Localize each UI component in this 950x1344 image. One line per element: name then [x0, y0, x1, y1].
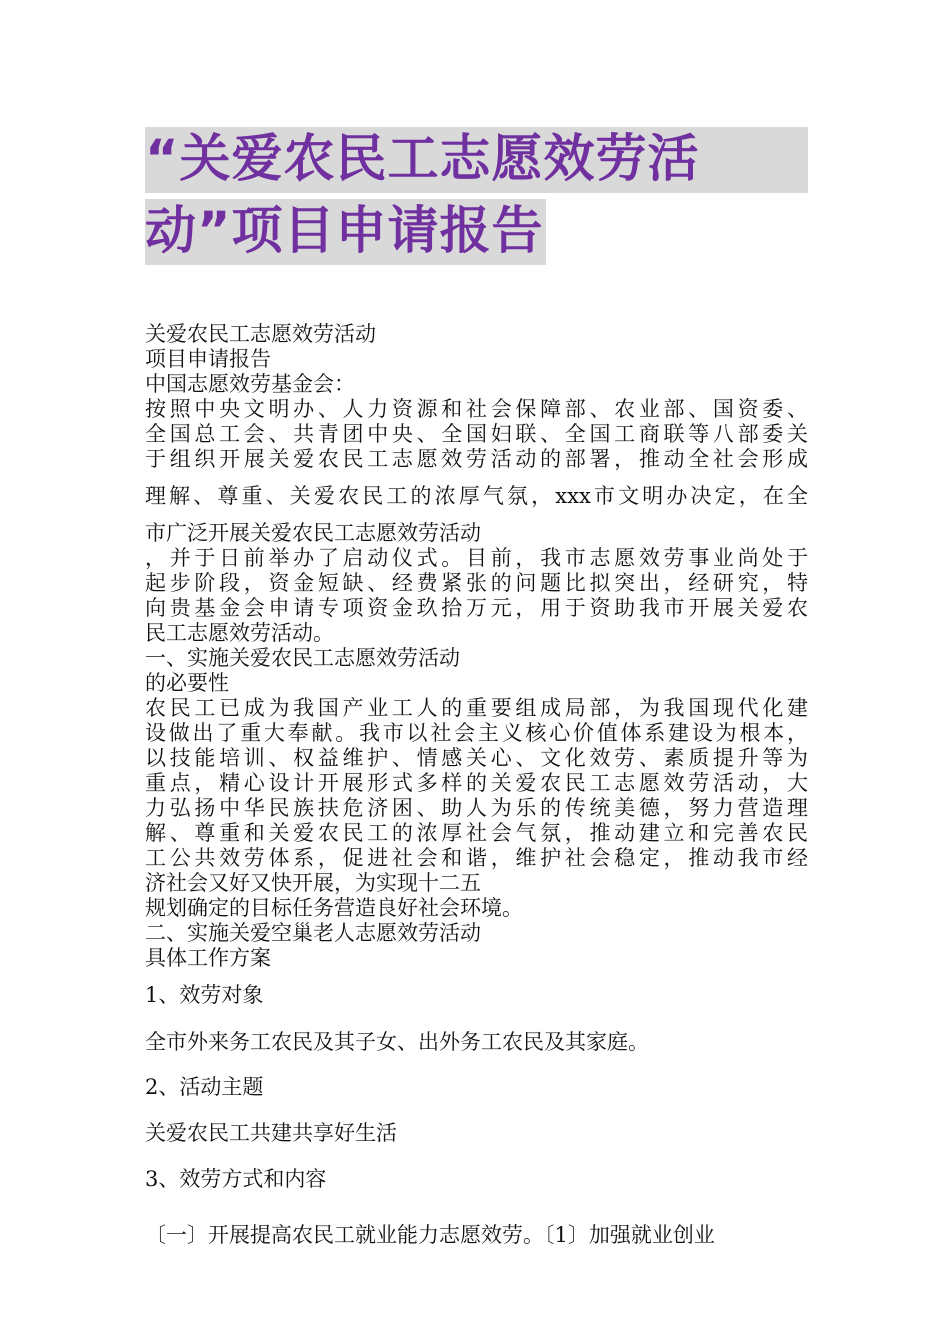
subsection-heading: 3、效劳方式和内容 [145, 1167, 327, 1191]
salutation: 中国志愿效劳基金会： [145, 372, 355, 396]
paragraph-line: 以技能培训、权益维护、情感关心、文化效劳、素质提升等为 [145, 746, 808, 770]
paragraph-line: 〔一〕开展提高农民工就业能力志愿效劳。〔1〕加强就业创业 [145, 1223, 715, 1247]
paragraph-line: ，并于日前举办了启动仪式。目前，我市志愿效劳事业尚处于 [145, 546, 808, 570]
paragraph-line: 向贵基金会申请专项资金玖拾万元，用于资助我市开展关爱农 [145, 596, 808, 620]
paragraph-line: 力弘扬中华民族扶危济困、助人为乐的传统美德，努力营造理 [145, 796, 808, 820]
subsection-heading: 2、活动主题 [145, 1075, 264, 1099]
project-name-line: 关爱农民工志愿效劳活动 [145, 322, 376, 346]
document-title [145, 127, 810, 265]
section-heading: 二、实施关爱空巢老人志愿效劳活动 [145, 921, 481, 945]
paragraph-line: 规划确定的目标任务营造良好社会环境。 [145, 896, 523, 920]
subsection-heading: 1、效劳对象 [145, 983, 264, 1007]
paragraph-line: 解、尊重和关爱农民工的浓厚社会气氛，推动建立和完善农民 [145, 821, 808, 845]
paragraph-line: 济社会又好又快开展，为实现十二五 [145, 871, 481, 895]
paragraph-line: 起步阶段，资金短缺、经费紧张的问题比拟突出，经研究，特 [145, 571, 808, 595]
project-report-line: 项目申请报告 [145, 347, 271, 371]
title-line-1: “关爱农民工志愿效劳活 [145, 127, 808, 193]
paragraph-line: 于组织开展关爱农民工志愿效劳活动的部署，推动全社会形成 [145, 447, 808, 471]
section-heading: 具体工作方案 [145, 946, 271, 970]
paragraph-line: 重点，精心设计开展形式多样的关爱农民工志愿效劳活动，大 [145, 771, 808, 795]
paragraph-line: 理解、尊重、关爱农民工的浓厚气氛，xxx市文明办决定，在全 [145, 484, 808, 508]
section-heading: 的必要性 [145, 671, 229, 695]
paragraph-line: 按照中央文明办、人力资源和社会保障部、农业部、国资委、 [145, 397, 808, 421]
paragraph-line: 关爱农民工共建共享好生活 [145, 1121, 397, 1145]
section-heading: 一、实施关爱农民工志愿效劳活动 [145, 646, 460, 670]
document-body [145, 322, 810, 1248]
paragraph-line: 设做出了重大奉献。我市以社会主义核心价值体系建设为根本， [145, 721, 808, 745]
paragraph-line: 全市外来务工农民及其子女、出外务工农民及其家庭。 [145, 1030, 649, 1054]
paragraph-line: 市广泛开展关爱农民工志愿效劳活动 [145, 521, 481, 545]
paragraph-line: 工公共效劳体系，促进社会和谐，维护社会稳定，推动我市经 [145, 846, 808, 870]
paragraph-line: 全国总工会、共青团中央、全国妇联、全国工商联等八部委关 [145, 422, 808, 446]
title-line-2: 动”项目申请报告 [145, 199, 546, 265]
paragraph-line: 民工志愿效劳活动。 [145, 621, 334, 645]
paragraph-line: 农民工已成为我国产业工人的重要组成局部，为我国现代化建 [145, 696, 808, 720]
